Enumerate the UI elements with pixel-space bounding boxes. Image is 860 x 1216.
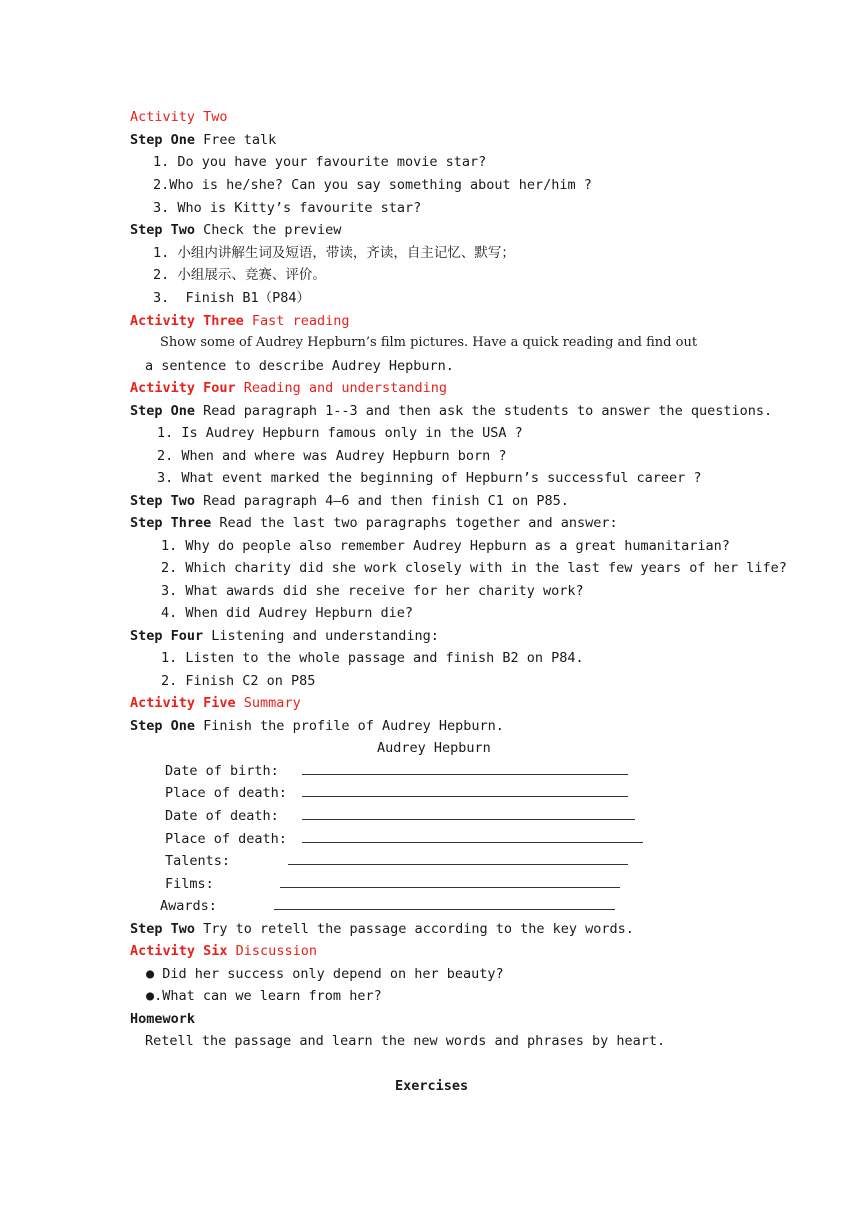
- step-title: Free talk: [195, 132, 277, 148]
- list-item: 3. Finish B1（P84）: [153, 290, 311, 306]
- list-item: 2.Who is he/she? Can you say something about her/him ?: [153, 177, 592, 193]
- profile-blank: [302, 783, 628, 803]
- list-item: 3. What awards did she receive for her charity work?: [161, 583, 584, 599]
- list-item: 1. Why do people also remember Audrey Hepburn as a great humanitarian?: [161, 538, 730, 554]
- step-label: Step Four: [130, 628, 204, 644]
- step-title: Read paragraph 4—6 and then finish C1 on P85.: [195, 493, 569, 509]
- step-two-line: [130, 220, 341, 240]
- homework-text: Retell the passage and learn the new words and phrases by heart.: [145, 1033, 666, 1049]
- step-title: Try to retell the passage according to the key words.: [195, 921, 634, 937]
- step-title: Read the last two paragraphs together and answer:: [211, 515, 618, 531]
- paragraph-line: a sentence to describe Audrey Hepburn.: [145, 358, 454, 374]
- profile-blank: [302, 761, 628, 781]
- activity-subtitle: Reading and understanding: [235, 380, 447, 396]
- list-item: 2. When and where was Audrey Hepburn born ?: [157, 448, 507, 464]
- activity-two-heading: Activity Two: [130, 109, 228, 125]
- step-label: Step Two: [130, 222, 196, 238]
- step-label: Step One: [130, 718, 196, 734]
- profile-label: Films:: [165, 876, 214, 892]
- profile-label: Awards:: [160, 898, 217, 914]
- step-label: Step One: [130, 132, 196, 148]
- activity-subtitle: Fast reading: [243, 313, 350, 329]
- activity-subtitle: Discussion: [227, 943, 317, 959]
- bullet-item: ● Did her success only depend on her beauty?: [146, 966, 504, 982]
- list-item: 2. 小组展示、竞赛、评价。: [153, 267, 326, 283]
- activity-five-line: [130, 693, 301, 713]
- profile-blank: [280, 874, 620, 894]
- profile-label: Date of death:: [165, 808, 279, 824]
- step-label: Step One: [130, 403, 196, 419]
- profile-title: Audrey Hepburn: [377, 740, 491, 756]
- list-item: 1. Is Audrey Hepburn famous only in the USA ?: [157, 425, 523, 441]
- profile-label: Talents:: [165, 853, 231, 869]
- list-item: 4. When did Audrey Hepburn die?: [161, 605, 413, 621]
- step-one-line: [130, 130, 276, 150]
- list-item: 1. Listen to the whole passage and finish B2 on P84.: [161, 650, 584, 666]
- step-label: Step Two: [130, 921, 196, 937]
- profile-label: Date of birth:: [165, 763, 279, 779]
- step-three-line: [130, 513, 618, 533]
- step-four-line: [130, 626, 439, 646]
- list-item: 1. 小组内讲解生词及短语，带读，齐读，自主记忆、默写；: [153, 245, 515, 261]
- activity-six-line: [130, 941, 317, 961]
- activity-heading: Activity Four: [130, 380, 236, 396]
- bullet-item: ●.What can we learn from her?: [146, 988, 382, 1004]
- profile-blank: [302, 829, 643, 849]
- list-item: 2. Finish C2 on P85: [161, 673, 316, 689]
- step-two-line: [130, 491, 569, 511]
- activity-subtitle: Summary: [235, 695, 301, 711]
- homework-heading: Homework: [130, 1011, 196, 1027]
- activity-three-line: [130, 311, 349, 331]
- profile-blank: [288, 851, 628, 871]
- profile-blank: [302, 806, 635, 826]
- step-one-line: [130, 401, 772, 421]
- step-one-line: [130, 716, 504, 736]
- step-two-line: [130, 919, 634, 939]
- step-label: Step Three: [130, 515, 212, 531]
- step-title: Listening and understanding:: [203, 628, 439, 644]
- activity-four-line: [130, 378, 447, 398]
- list-item: 2. Which charity did she work closely with in the last few years of her life?: [161, 560, 787, 576]
- exercises-title: Exercises: [395, 1078, 469, 1094]
- list-item: 3. Who is Kitty’s favourite star?: [153, 200, 422, 216]
- profile-label: Place of death:: [165, 831, 287, 847]
- step-label: Step Two: [130, 493, 196, 509]
- paragraph-line: Show some of Audrey Hepburn’s film pictures. Have a quick reading and find out: [160, 335, 698, 350]
- list-item: 3. What event marked the beginning of Hepburn’s successful career ?: [157, 470, 702, 486]
- activity-heading: Activity Three: [130, 313, 244, 329]
- step-title: Finish the profile of Audrey Hepburn.: [195, 718, 504, 734]
- activity-heading: Activity Six: [130, 943, 228, 959]
- step-title: Read paragraph 1--3 and then ask the students to answer the questions.: [195, 403, 773, 419]
- list-item: 1. Do you have your favourite movie star?: [153, 154, 487, 170]
- profile-label: Place of death:: [165, 785, 287, 801]
- profile-blank: [274, 896, 615, 916]
- step-title: Check the preview: [195, 222, 342, 238]
- activity-heading: Activity Five: [130, 695, 236, 711]
